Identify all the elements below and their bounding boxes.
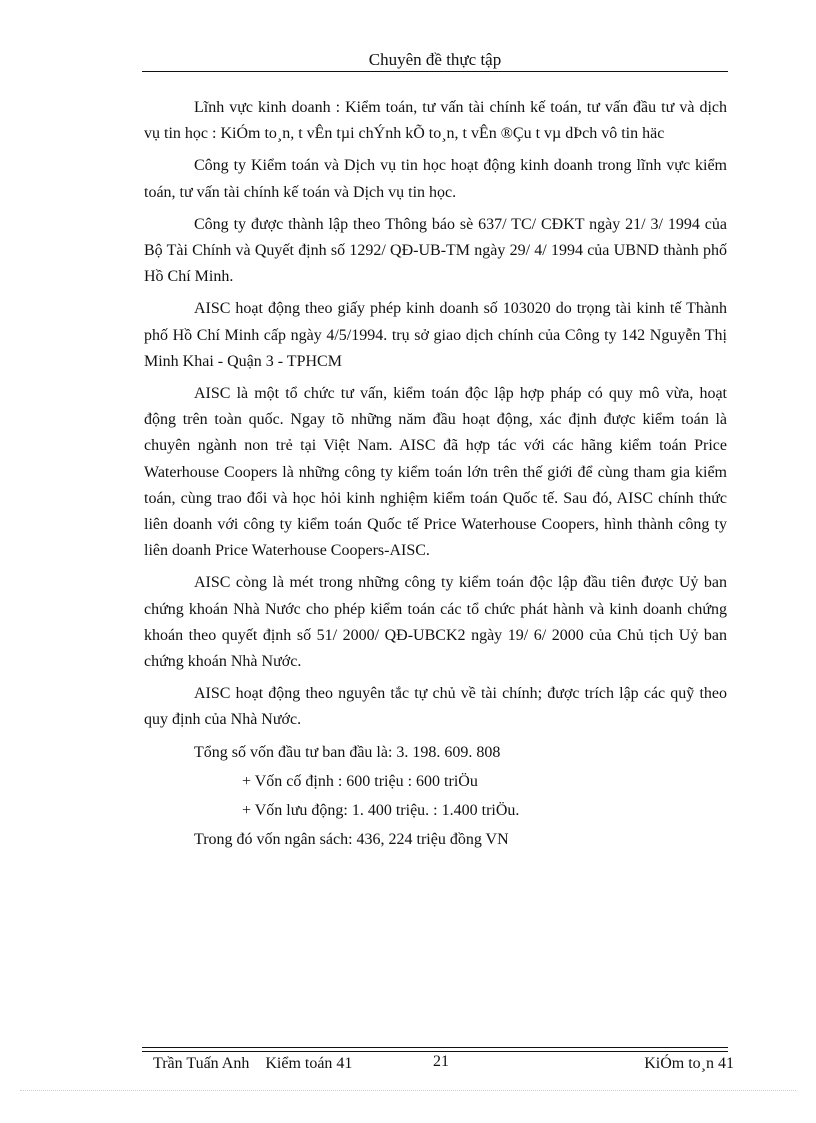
capital-budget: Trong đó vốn ngân sách: 436, 224 triệu đồng VN [194, 831, 509, 849]
capital-total: Tổng số vốn đầu tư ban đầu là: 3. 198. 609. 808 [194, 743, 501, 761]
document-body [144, 95, 727, 859]
paragraph-financial-autonomy: AISC hoạt động theo nguyên tắc tự chủ về tài chính; được trích lập các quỹ theo quy định của Nhà Nước. [144, 685, 727, 729]
paragraph-company-activity: Công ty Kiểm toán và Dịch vụ tin học hoạt động kinh doanh trong lĩnh vực kiểm toán, tư vấn tài chính kế toán và Dịch vụ tin học. [144, 157, 727, 201]
page-bottom-border [20, 1090, 796, 1091]
page-number: 21 [433, 1053, 449, 1070]
footer-author: Trần Tuấn Anh Kiểm toán 41 [153, 1055, 353, 1072]
page-header-title: Chuyên đề thực tập [368, 50, 502, 69]
capital-working: + Vốn lưu động: 1. 400 triệu. : 1.400 triÖu. [242, 802, 520, 820]
paragraph-business-license: AISC hoạt động theo giấy phép kinh doanh số 103020 do trọng tài kinh tế Thành phố Hồ Chí Minh cấp ngày 4/5/1994. trụ sở giao dịch chính của Công ty 142 Nguyễn Thị Minh Khai - Quận 3 - TPHCM [144, 300, 727, 370]
footer-divider-bottom [142, 1051, 728, 1052]
footer-divider-top [142, 1047, 728, 1048]
paragraph-establishment: Công ty được thành lập theo Thông báo sè 637/ TC/ CĐKT ngày 21/ 3/ 1994 của Bộ Tài Chính và Quyết định số 1292/ QĐ-UB-TM ngày 29/ 4/ 1994 của UBND thành phố Hồ Chí Minh. [144, 215, 727, 286]
capital-fixed: + Vốn cố định : 600 triệu : 600 triÖu [242, 772, 478, 790]
paragraph-aisc-securities: AISC còng là mét trong những công ty kiểm toán độc lập đầu tiên được Uỷ ban chứng khoán Nhà Nước cho phép kiểm toán các tổ chức phát hành và kinh doanh chứng khoán theo quyết định số 51/ 2000/ QĐ-UBCK2 ngày 19/ 6/ 2000 của Chủ tịch Uỷ ban chứng khoán Nhà Nước. [144, 574, 727, 671]
footer-right-text: KiÓm to¸n 41 [644, 1055, 734, 1072]
paragraph-aisc-overview: AISC là một tổ chức tư vấn, kiểm toán độc lập hợp pháp có quy mô vừa, hoạt động trên toàn quốc. Ngay tõ những năm đầu hoạt động, xác định được kiểm toán là chuyên ngành non trẻ tại Việt Nam. AISC đã hợp tác với các hãng kiểm toán Price Waterhouse Coopers là những công ty kiểm toán lớn trên thế giới để cùng tham gia kiểm toán, cùng trao đổi và học hỏi kinh nghiệm kiểm toán Quốc tế. Sau đó, AISC chính thức liên doanh với công ty kiểm toán Quốc tế Price Waterhouse Coopers, hình thành công ty liên doanh Price Waterhouse Coopers-AISC. [144, 385, 727, 560]
paragraph-business-field: Lĩnh vực kinh doanh : Kiểm toán, tư vấn tài chính kế toán, tư vấn đầu tư và dịch vụ tin học : KiÓm to¸n, t vÊn tµi chÝnh kÕ to¸n, t vÊn ®Çu t vµ dÞch vô tin häc [144, 99, 727, 143]
header-divider [142, 71, 728, 72]
